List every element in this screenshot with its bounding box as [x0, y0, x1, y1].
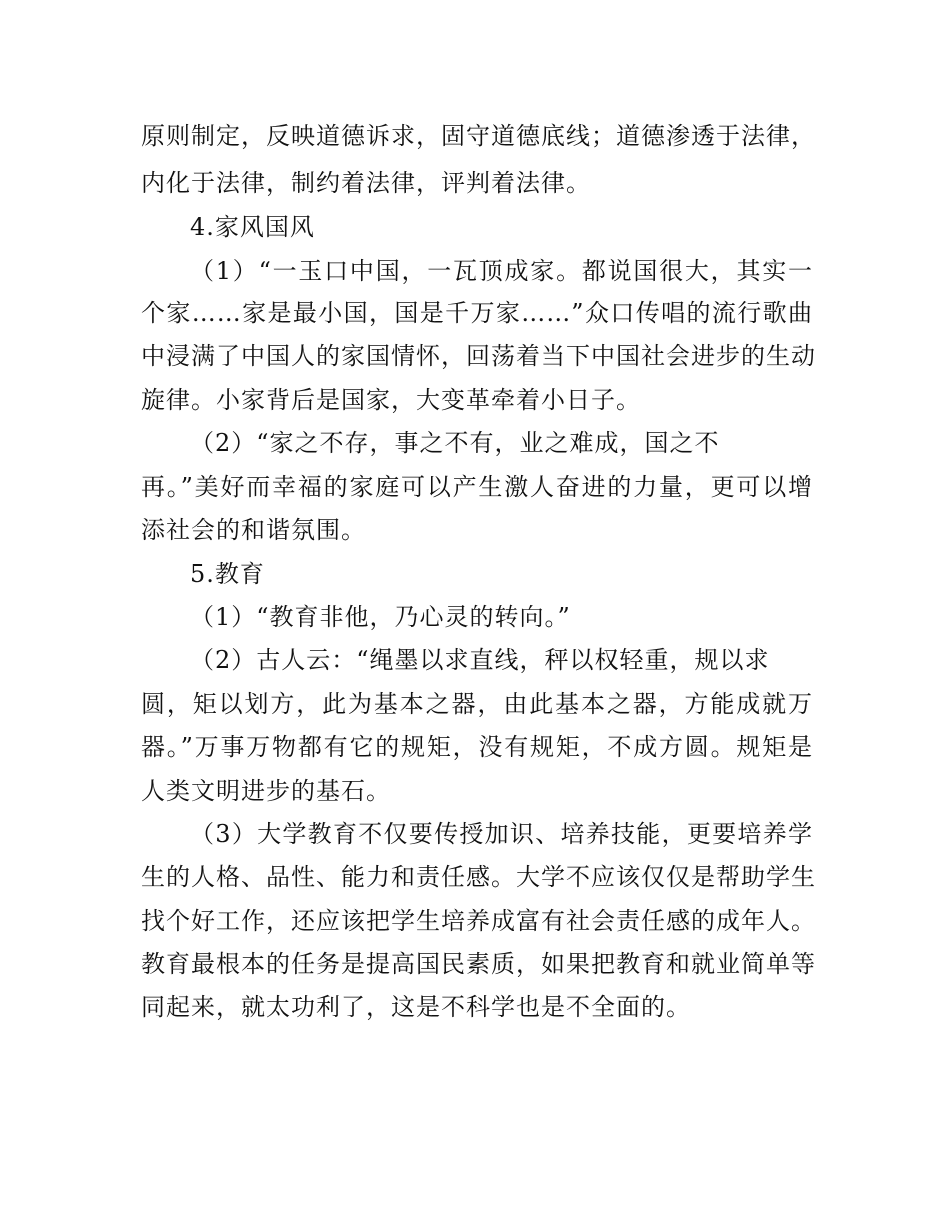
section-heading-education: 5.教育 [190, 560, 265, 588]
body-text-line: 添社会的和谐氛围。 [141, 516, 366, 544]
body-text-line: 同起来，就太功利了，这是不科学也是不全面的。 [141, 993, 691, 1021]
body-text-line: 圆，矩以划方，此为基本之器，由此基本之器，方能成就万 [141, 690, 813, 718]
body-text-line: 内化于法律，制约着法律，评判着法律。 [141, 169, 591, 197]
body-text-line: 再。”美好而幸福的家庭可以产生激人奋进的力量，更可以增 [141, 473, 813, 501]
body-text-line: 器。”万事万物都有它的规矩，没有规矩，不成方圆。规矩是 [141, 733, 813, 761]
body-text-line: 中浸满了中国人的家国情怀，回荡着当下中国社会进步的生动 [141, 342, 816, 370]
paragraph-first-line: （1）“教育非他，乃心灵的转向。” [190, 603, 571, 631]
body-text-line: 生的人格、品性、能力和责任感。大学不应该仅仅是帮助学生 [141, 863, 816, 891]
paragraph-first-line: （2）古人云：“绳墨以求直线，秤以权轻重，规以求 [190, 646, 770, 674]
body-text-line: 找个好工作，还应该把学生培养成富有社会责任感的成年人。 [141, 907, 816, 935]
body-text-line: 原则制定，反映道德诉求，固守道德底线；道德渗透于法律， [141, 122, 816, 150]
body-text-line: 个家……家是最小国，国是千万家……”众口传唱的流行歌曲 [141, 299, 813, 327]
paragraph-first-line: （2）“家之不存，事之不有，业之难成，国之不 [190, 429, 720, 457]
paragraph-first-line: （3）大学教育不仅要传授加识、培养技能，更要培养学 [190, 820, 813, 848]
body-text-line: 教育最根本的任务是提高国民素质，如果把教育和就业简单等 [141, 950, 816, 978]
section-heading-family-nation: 4.家风国风 [190, 213, 315, 241]
body-text-line: 人类文明进步的基石。 [141, 777, 391, 805]
paragraph-first-line: （1）“一玉口中国，一瓦顶成家。都说国很大，其实一 [190, 257, 813, 285]
body-text-line: 旋律。小家背后是国家，大变革牵着小日子。 [141, 386, 641, 414]
